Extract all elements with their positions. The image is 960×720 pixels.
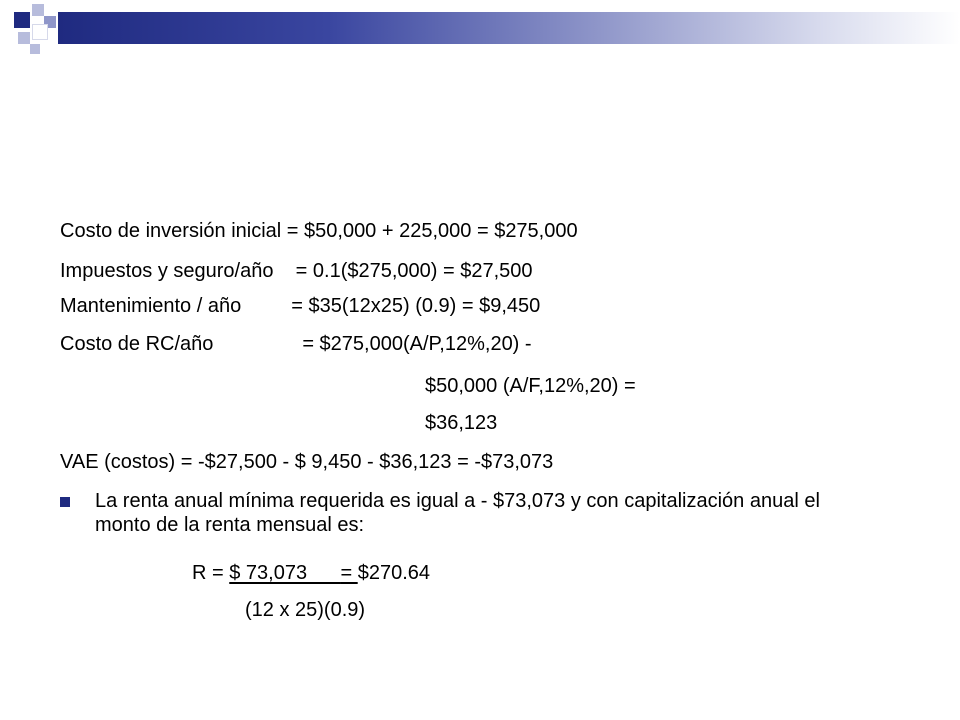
maintenance-line: Mantenimiento / año = $35(12x25) (0.9) = $9,450 (60, 295, 541, 317)
rc-cost-line: Costo de RC/año = $275,000(A/P,12%,20) - (60, 333, 532, 355)
formula-denominator: (12 x 25)(0.9) (245, 599, 366, 621)
vae-line: VAE (costos) = -$27,500 - $ 9,450 - $36,123 = -$73,073 (60, 451, 554, 473)
bullet-paragraph: La renta anual mínima requerida es igual a - $73,073 y con capitalización anual el monto de la renta mensual es: (95, 490, 820, 536)
formula-prefix: R = (192, 562, 230, 584)
taxes-insurance-line: Impuestos y seguro/año = 0.1($275,000) = $27,500 (60, 260, 533, 282)
decor-square (14, 12, 30, 28)
formula-equals: = (340, 562, 358, 584)
formula-numerator: $ 73,073 (229, 562, 341, 584)
header-decoration (0, 0, 960, 60)
decor-square (32, 24, 48, 40)
rc-cost-continuation: $50,000 (A/F,12%,20) = (425, 375, 636, 397)
header-bar (58, 12, 960, 44)
bullet-square-icon (60, 497, 70, 507)
initial-investment-line: Costo de inversión inicial = $50,000 + 225,000 = $275,000 (60, 220, 578, 242)
decor-square (32, 4, 44, 16)
decor-square (18, 32, 30, 44)
decor-square (30, 44, 40, 54)
rent-formula (192, 561, 430, 585)
formula-result: $270.64 (357, 562, 430, 584)
rc-cost-result: $36,123 (425, 412, 498, 434)
